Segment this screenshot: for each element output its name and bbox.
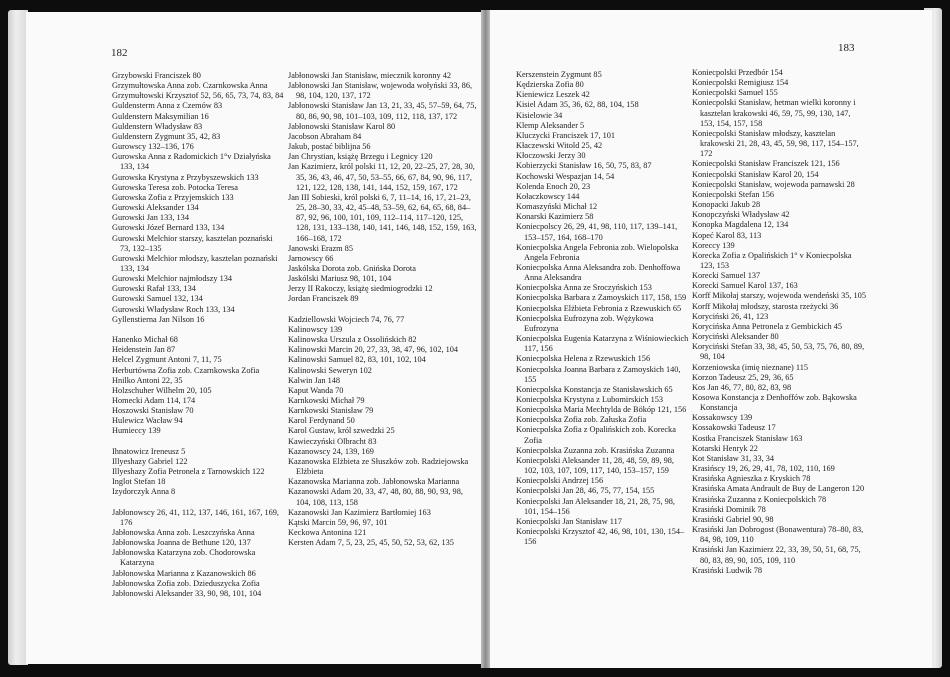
index-entry: Kaput Wanda 70 bbox=[288, 385, 344, 395]
index-entry: Kersten Adam 7, 5, 23, 25, 45, 50, 52, 53, 62, 135 bbox=[288, 538, 454, 548]
index-entry: Jakub, postać biblijna 56 bbox=[288, 142, 371, 152]
index-entry: Krasiński Jan Dobrogost (Bonawentura) 78–80, 83, 84, 98, 109, 110 bbox=[692, 525, 864, 545]
index-group-gap bbox=[288, 305, 478, 315]
index-entry: Jabłonowska Marianna z Kazanowskich 86 bbox=[112, 568, 256, 578]
index-entry: Ihnatowicz Ireneusz 5 bbox=[112, 446, 186, 456]
index-entry: Kieniewicz Leszek 42 bbox=[516, 90, 590, 100]
index-entry: Hoszowski Stanisław 70 bbox=[112, 406, 194, 416]
index-entry: Illyeshazy Zofia Petronela z Tarnowskich 122 bbox=[112, 467, 265, 477]
index-entry: Koniecpolski Stefan 156 bbox=[692, 189, 775, 199]
index-entry: Grzybowski Franciszek 80 bbox=[112, 71, 201, 80]
index-entry: Kłoczowski Jerzy 30 bbox=[516, 151, 586, 161]
index-entry: Gurowski Rafał 133, 134 bbox=[112, 284, 196, 294]
index-entry: Kłaczewski Witold 25, 42 bbox=[516, 141, 603, 151]
index-entry: Illyeshazy Gabriel 122 bbox=[112, 456, 188, 466]
index-entry: Krasińscy 19, 26, 29, 41, 78, 102, 110, 169 bbox=[692, 464, 835, 474]
index-entry: Kędzierska Zofia 80 bbox=[516, 80, 584, 90]
index-entry: Kazanowscy 24, 139, 169 bbox=[288, 446, 374, 456]
index-entry: Koryciński 26, 41, 123 bbox=[692, 311, 769, 321]
index-entry: Korff Mikołaj starszy, wojewoda wendeński 35, 105 bbox=[692, 291, 866, 301]
index-entry: Humieccy 139 bbox=[112, 426, 161, 436]
index-entry: Koreccy 139 bbox=[692, 240, 735, 250]
index-entry: Jan Kazimierz, król polski 11, 12, 20, 22–25, 27, 28, 30, 35, 36, 43, 46, 47, 50, 53–55, 66, 67, 84, 90, 96, 117, 121, 122, 128, 138, 141, 144, 152, 159, 167, 172 bbox=[288, 162, 475, 192]
index-entry: Jabłonowski Stanisław Karol 80 bbox=[288, 121, 396, 131]
index-entry: Koniecpolski Stanisław, hetman wielki koronny i kasztelan krakowski 46, 59, 75, 99, 130, 147, 153, 154, 157, 158 bbox=[692, 98, 856, 128]
index-entry: Jabłonowski Aleksander 33, 90, 98, 101, 104 bbox=[112, 588, 262, 598]
index-entry: Koniecpolska Joanna Barbara z Zamoyskich 140, 155 bbox=[516, 364, 681, 384]
index-entry: Janowski Erazm 85 bbox=[288, 243, 353, 253]
index-entry: Koniecpolska Eufrozyna zob. Wężykowa Eufrozyna bbox=[516, 313, 654, 333]
index-entry: Korecki Samuel Karol 137, 163 bbox=[692, 281, 798, 291]
index-entry: Jarnowscy 66 bbox=[288, 253, 334, 263]
index-entry: Koniecpolski Stanisław Karol 20, 154 bbox=[692, 169, 819, 179]
index-entry: Jaskólski Mariusz 98, 101, 104 bbox=[288, 274, 392, 284]
index-entry: Kisiel Adam 35, 36, 62, 88, 104, 158 bbox=[516, 100, 639, 110]
index-entry: Koniecpolska Helena z Rzewuskich 156 bbox=[516, 354, 651, 364]
index-entry: Kossakowski Tadeusz 17 bbox=[692, 423, 776, 433]
index-entry: Kołaczkowscy 144 bbox=[516, 191, 580, 201]
index-entry: Korzon Tadeusz 25, 29, 36, 65 bbox=[692, 372, 794, 382]
index-entry: Koniecpolski Jan Stanisław 117 bbox=[516, 516, 622, 526]
index-entry: Koniecpolska Eugenia Katarzyna z Wiśniowieckich 117, 156 bbox=[516, 334, 689, 354]
index-entry: Kot Stanisław 31, 33, 34 bbox=[692, 453, 775, 463]
index-entry: Gurowska Krystyna z Przybyszewskich 133 bbox=[112, 172, 259, 182]
index-entry: Krasiński Ludwik 78 bbox=[692, 565, 763, 575]
index-entry: Gurowski Władysław Roch 133, 134 bbox=[112, 304, 235, 314]
index-entry: Gurowski Józef Bernard 133, 134 bbox=[112, 223, 225, 233]
index-entry: Gurowski Jan 133, 134 bbox=[112, 213, 189, 223]
index-entry: Koryciński Aleksander 80 bbox=[692, 332, 779, 342]
index-entry: Kluczycki Franciszek 17, 101 bbox=[516, 130, 616, 140]
index-entry: Koniecpolski Remigiusz 154 bbox=[692, 78, 789, 88]
index-entry: Kadziellowski Wojciech 74, 76, 77 bbox=[288, 314, 405, 324]
index-entry: Konarski Kazimierz 58 bbox=[516, 212, 594, 222]
index-entry: Gyllenstierna Jan Nilson 16 bbox=[112, 314, 205, 324]
index-entry: Krasiński Jan Kazimierz 22, 33, 39, 50, 51, 68, 75, 80, 83, 89, 90, 105, 109, 110 bbox=[692, 545, 861, 565]
page-number-right: 183 bbox=[838, 42, 855, 54]
index-entry: Grzymułtowski Krzysztof 52, 56, 65, 73, 74, 83, 84 bbox=[112, 91, 284, 101]
index-entry: Jabłonowska Anna zob. Leszczyńska Anna bbox=[112, 527, 255, 537]
index-entry: Guldensterm Anna z Czemów 83 bbox=[112, 101, 223, 111]
index-entry: Koniecpolska Konstancja ze Stanisławskich 65 bbox=[516, 384, 673, 394]
index-entry: Koniecpolska Maria Mechtylda de Bökóp 121, 156 bbox=[516, 405, 687, 415]
index-entry: Kochowski Wespazjan 14, 54 bbox=[516, 171, 615, 181]
index-column-left-2 bbox=[288, 71, 478, 548]
index-entry: Helcel Zygmunt Antoni 7, 11, 75 bbox=[112, 355, 222, 365]
index-entry: Kazanowska Marianna zob. Jabłonowska Marianna bbox=[288, 477, 460, 487]
index-entry: Kerszenstein Zygmunt 85 bbox=[516, 70, 602, 79]
index-entry: Gurowscy 132–136, 176 bbox=[112, 142, 194, 152]
index-entry: Kalwin Jan 148 bbox=[288, 375, 341, 385]
index-entry: Gurowska Zofia z Przyjemskich 133 bbox=[112, 192, 234, 202]
index-entry: Krasiński Gabriel 90, 98 bbox=[692, 514, 774, 524]
page-number-left: 182 bbox=[111, 47, 128, 59]
index-entry: Krasińska Zuzanna z Koniecpolskich 78 bbox=[692, 494, 827, 504]
index-entry: Konopka Magdalena 12, 134 bbox=[692, 220, 789, 230]
index-entry: Jan Chrystian, książę Brzegu i Legnicy 120 bbox=[288, 152, 433, 162]
index-entry: Korzeniowska (imię nieznane) 115 bbox=[692, 362, 809, 372]
index-entry: Jabłonowscy 26, 41, 112, 137, 146, 161, 167, 169, 176 bbox=[112, 507, 280, 527]
left-page bbox=[26, 12, 481, 664]
index-entry: Guldenstern Władysław 83 bbox=[112, 121, 203, 131]
index-entry: Korecki Samuel 137 bbox=[692, 271, 761, 281]
index-entry: Holzschuher Wilhelm 20, 105 bbox=[112, 385, 212, 395]
index-entry: Koniecpolski Andrzej 156 bbox=[516, 476, 604, 486]
index-entry: Jabłonowski Jan Stanisław, miecznik koronny 42 bbox=[288, 71, 452, 80]
index-entry: Gurowski Melchior młodszy, kasztelan poznański 133, 134 bbox=[112, 253, 278, 273]
index-entry: Inglot Stefan 18 bbox=[112, 477, 166, 487]
index-entry: Koniecpolska Zofia z Opalińskich zob. Korecka Zofia bbox=[516, 425, 676, 445]
index-entry: Herburtówna Zofia zob. Czarnkowska Zofia bbox=[112, 365, 260, 375]
index-entry: Keckowa Antonina 121 bbox=[288, 528, 367, 538]
index-entry: Krasińska Agnieszka z Kryskich 78 bbox=[692, 474, 811, 484]
index-entry: Gurowski Melchior najmłodszy 134 bbox=[112, 274, 233, 284]
index-column-right-1 bbox=[516, 70, 690, 547]
index-entry: Klemp Aleksander 5 bbox=[516, 120, 585, 130]
index-entry: Koniecpolska Barbara z Zamoyskich 117, 158, 159 bbox=[516, 293, 687, 303]
index-entry: Karnkowski Michał 79 bbox=[288, 395, 365, 405]
index-entry: Koniecpolska Elżbieta Febronia z Rzewuskich 65 bbox=[516, 303, 682, 313]
index-entry: Jerzy II Rakoczy, książę siedmiogrodzki 12 bbox=[288, 284, 433, 294]
index-entry: Kolenda Enoch 20, 23 bbox=[516, 181, 591, 191]
index-entry: Koniecpolski Stanisław Franciszek 121, 156 bbox=[692, 159, 840, 169]
index-entry: Koniecpolski Przedbór 154 bbox=[692, 68, 783, 77]
index-entry: Jordan Franciszek 89 bbox=[288, 294, 359, 304]
index-group-gap bbox=[112, 437, 284, 447]
index-entry: Koniecpolski Krzysztof 42, 46, 98, 101, 130, 154–156 bbox=[516, 527, 685, 547]
index-entry: Kostka Franciszek Stanisław 163 bbox=[692, 433, 803, 443]
index-entry: Koniecpolska Anna Aleksandra zob. Denhoffowa Anna Aleksandra bbox=[516, 262, 681, 283]
index-entry: Koniecpolski Stanisław, wojewoda parnawski 28 bbox=[692, 179, 855, 189]
index-entry: Jabłonowska Joanna de Bethune 120, 137 bbox=[112, 538, 251, 548]
index-entry: Koniecpolski Aleksander 11, 28, 48, 59, 89, 98, 102, 103, 107, 109, 117, 140, 153–157, 159 bbox=[516, 455, 675, 476]
index-entry: Gurowska Teresa zob. Potocka Teresa bbox=[112, 182, 238, 192]
index-entry: Jabłonowska Zofia zob. Dzieduszycka Zofia bbox=[112, 578, 260, 588]
index-entry: Kalinowski Marcin 20, 27, 33, 38, 47, 96, 102, 104 bbox=[288, 345, 459, 355]
index-entry: Jabłonowski Jan Stanisław, wojewoda wołyński 33, 86, 98, 104, 120, 137, 172 bbox=[288, 81, 473, 101]
index-entry: Jabłonowska Katarzyna zob. Chodorowska Katarzyna bbox=[112, 548, 256, 568]
index-entry: Kazanowski Adam 20, 33, 47, 48, 80, 88, 90, 93, 98, 104, 108, 113, 158 bbox=[288, 487, 463, 507]
index-entry: Kawieczyński Olbracht 83 bbox=[288, 436, 377, 446]
index-entry: Kazanowski Jan Kazimierz Bartłomiej 163 bbox=[288, 507, 431, 517]
index-entry: Koniecpolska Zuzanna zob. Krasińska Zuzanna bbox=[516, 445, 675, 455]
index-entry: Kopeć Karol 83, 113 bbox=[692, 230, 762, 240]
index-entry: Koniecpolski Jan 28, 46, 75, 77, 154, 155 bbox=[516, 486, 655, 496]
index-entry: Guldenstern Maksymilian 16 bbox=[112, 111, 209, 121]
index-entry: Krasiński Dominik 78 bbox=[692, 504, 766, 514]
index-entry: Gurowski Aleksander 134 bbox=[112, 203, 199, 213]
index-entry: Kalinowska Urszula z Ossolińskich 82 bbox=[288, 335, 417, 345]
right-page bbox=[490, 10, 932, 668]
index-entry: Jacobson Abraham 84 bbox=[288, 131, 362, 141]
book-gutter bbox=[481, 10, 490, 668]
index-entry: Koniecpolski Stanisław młodszy, kasztelan krakowski 21, 28, 43, 45, 59, 98, 117, 154–157, 172 bbox=[692, 128, 859, 159]
index-entry: Koniecpolscy 26, 29, 41, 98, 110, 117, 139–141, 153–157, 164, 168–170 bbox=[516, 222, 678, 242]
index-entry: Karol Ferdynand 50 bbox=[288, 416, 355, 426]
index-entry: Heidenstein Jan 87 bbox=[112, 345, 176, 355]
index-entry: Konopacki Jakub 28 bbox=[692, 200, 761, 210]
index-group-gap bbox=[112, 498, 284, 508]
index-column-left-1 bbox=[112, 71, 284, 599]
index-entry: Izydorczyk Anna 8 bbox=[112, 487, 176, 497]
index-entry: Homecki Adam 114, 174 bbox=[112, 395, 196, 405]
index-entry: Korff Mikołaj młodszy, starosta rzeżycki 36 bbox=[692, 301, 839, 311]
index-entry: Kos Jan 46, 77, 80, 82, 83, 98 bbox=[692, 382, 792, 392]
index-entry: Jabłonowski Stanisław Jan 13, 21, 33, 45, 57–59, 64, 75, 80, 86, 90, 98, 101–103, 109, 112, 118, 137, 172 bbox=[288, 101, 477, 121]
index-entry: Kobierzycki Stanisław 16, 50, 75, 83, 87 bbox=[516, 161, 652, 171]
left-page-edge bbox=[8, 10, 28, 665]
index-entry: Hulewicz Wacław 94 bbox=[112, 416, 183, 426]
index-entry: Koniecpolska Zofia zob. Załuska Zofia bbox=[516, 415, 647, 425]
index-entry: Hnilko Antoni 22, 35 bbox=[112, 375, 183, 385]
index-entry: Kossakowscy 139 bbox=[692, 413, 753, 423]
index-entry: Kisielowie 34 bbox=[516, 110, 563, 120]
index-entry: Grzymułtowska Anna zob. Czarnkowska Anna bbox=[112, 81, 268, 91]
index-entry: Koniecpolska Angela Febronia zob. Wielopolska Angela Febronia bbox=[516, 242, 679, 262]
index-entry: Guldenstern Zygmunt 35, 42, 83 bbox=[112, 131, 221, 141]
index-entry: Koniecpolski Jan Aleksander 18, 21, 28, 75, 98, 101, 154–156 bbox=[516, 496, 676, 516]
index-entry: Konopczyński Władysław 42 bbox=[692, 210, 790, 220]
index-entry: Kalinowscy 139 bbox=[288, 324, 343, 334]
index-entry: Jan III Sobieski, król polski 6, 7, 11–14, 16, 17, 21–23, 25, 28–30, 33, 42, 45–48, 53–59, 62, 64, 65, 68, 84–87, 92, 96, 100, 101, 109, 112–114, 117–120, 125, 128, 131, 133–138, 140, 141, 146, 148, 152, 159, 163, 166–168, 172 bbox=[288, 192, 477, 243]
index-entry: Kalinowski Samuel 82, 83, 101, 102, 104 bbox=[288, 355, 426, 365]
index-entry: Krasińska Amata Andrault de Buy de Langeron 120 bbox=[692, 484, 865, 494]
index-entry: Koniecpolska Anna ze Sroczyńskich 153 bbox=[516, 283, 652, 293]
index-entry: Kalinowski Seweryn 102 bbox=[288, 365, 372, 375]
index-entry: Koniecpolska Krystyna z Lubomirskich 153 bbox=[516, 395, 664, 404]
index-entry: Kątski Marcin 59, 96, 97, 101 bbox=[288, 517, 388, 527]
index-entry: Kazanowska Elżbieta ze Słuszków zob. Radziejowska Elżbieta bbox=[288, 456, 469, 477]
index-entry: Korecka Zofia z Opalińskich 1° v Koniecpolska 123, 153 bbox=[692, 250, 852, 270]
index-entry: Koryciński Stefan 33, 38, 45, 50, 53, 75, 76, 80, 89, 98, 104 bbox=[692, 342, 865, 362]
index-entry: Gurowski Samuel 132, 134 bbox=[112, 294, 203, 304]
index-entry: Kosowa Konstancja z Denhoffów zob. Bąkowska Konstancja bbox=[692, 393, 857, 413]
index-entry: Karol Gustaw, król szwedzki 25 bbox=[288, 426, 395, 436]
index-column-right-2 bbox=[692, 68, 866, 576]
index-entry: Korycińska Anna Petronela z Gembickich 45 bbox=[692, 321, 842, 331]
index-entry: Karnkowski Stanisław 79 bbox=[288, 406, 374, 416]
index-entry: Koniecpolski Samuel 155 bbox=[692, 88, 778, 98]
index-entry: Komaszyński Michał 12 bbox=[516, 202, 598, 212]
index-entry: Gurowski Melchior starszy, kasztelan poznański 73, 132–135 bbox=[112, 233, 273, 253]
index-entry: Jaskólska Dorota zob. Gnińska Dorota bbox=[288, 263, 416, 273]
index-entry: Gurowska Anna z Radomickich 1°v Działyńska 133, 134 bbox=[112, 152, 271, 172]
index-entry: Kotarski Henryk 22 bbox=[692, 443, 758, 453]
index-entry: Hanenko Michał 68 bbox=[112, 335, 178, 345]
index-group-gap bbox=[112, 325, 284, 335]
